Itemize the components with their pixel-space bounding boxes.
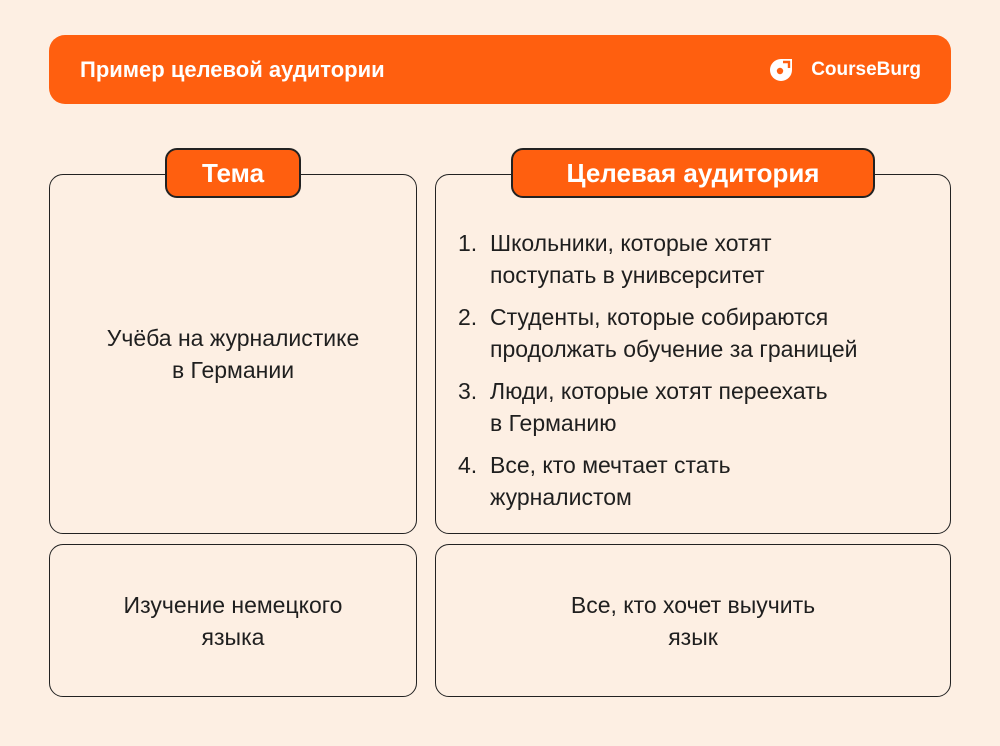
list-item-line: Школьники, которые хотят <box>490 230 772 256</box>
list-item-line: журналистом <box>490 484 632 510</box>
topic-line: Учёба на журналистике <box>106 325 360 351</box>
list-item-number: 2. <box>458 304 478 330</box>
header-banner <box>49 35 951 104</box>
list-item <box>458 375 858 439</box>
topic-box-2 <box>49 544 417 697</box>
list-item-number: 4. <box>458 452 478 478</box>
list-item <box>458 449 858 513</box>
topic-column-label: Тема <box>165 148 301 198</box>
list-item-number: 3. <box>458 378 478 404</box>
audience-line: Все, кто хочет выучить <box>570 591 816 618</box>
list-item-line: Люди, которые хотят переехать <box>490 378 828 404</box>
audience-text-2 <box>436 589 950 653</box>
list-item-number: 1. <box>458 230 478 256</box>
list-item-line: поступать в унивсерситет <box>490 262 765 288</box>
topic-line: Изучение немецкого <box>123 591 343 618</box>
topic-text-2 <box>50 589 416 653</box>
courseburg-logo-icon <box>767 56 795 84</box>
topic-line: в Германии <box>171 357 295 383</box>
list-item <box>458 227 858 291</box>
list-item <box>458 301 858 365</box>
page-title: Пример целевой аудитории <box>80 57 385 82</box>
topic-line: языка <box>201 623 265 650</box>
audience-column-label: Целевая аудитория <box>511 148 875 198</box>
list-item-line: Все, кто мечтает стать <box>490 452 731 478</box>
brand-name: CourseBurg <box>811 59 921 80</box>
audience-list <box>458 227 858 523</box>
audience-box-1 <box>435 174 951 534</box>
list-item-line: продолжать обучение за границей <box>490 336 858 362</box>
list-item-line: в Германию <box>490 410 617 436</box>
audience-line: язык <box>668 623 718 650</box>
topic-text-1 <box>50 322 416 386</box>
audience-box-2 <box>435 544 951 697</box>
list-item-line: Студенты, которые собираются <box>490 304 829 330</box>
topic-box-1 <box>49 174 417 534</box>
brand <box>767 56 921 84</box>
